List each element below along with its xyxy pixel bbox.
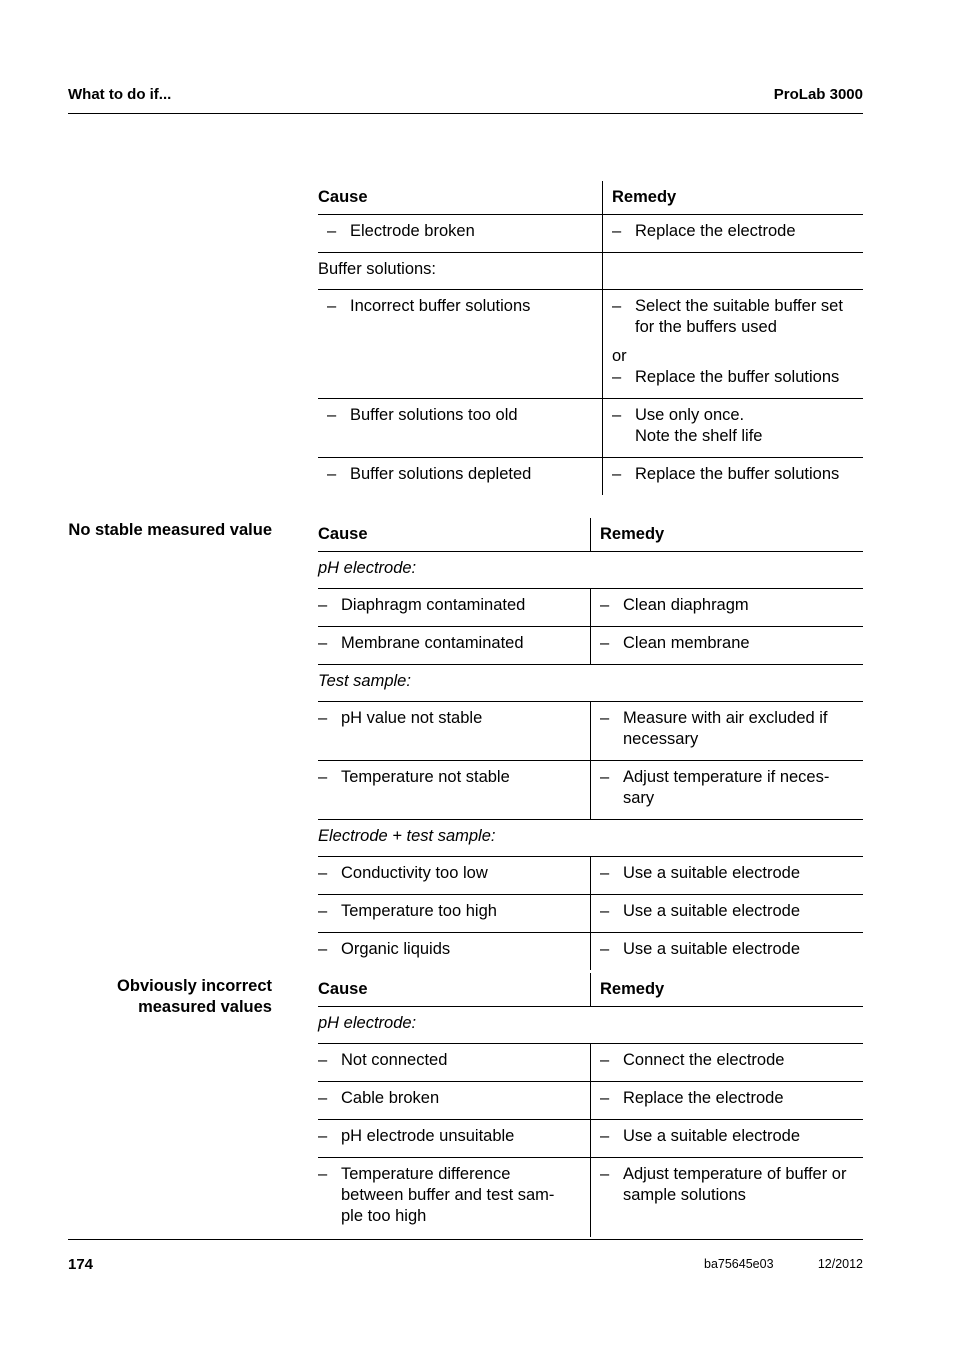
- table-row: – Temperature too high – Use a suitable electrode: [318, 895, 863, 933]
- section-label: Electrode + test sample:: [318, 827, 496, 845]
- table-section-row: [318, 253, 863, 290]
- cause-text: pH value not stable: [341, 709, 483, 727]
- side-heading-incorrect-values: Obviously incorrect measured values: [117, 977, 272, 1016]
- column-header-remedy: Remedy: [600, 525, 665, 543]
- table-row: – Cable broken – Replace the electrode: [318, 1082, 863, 1120]
- table-row: – Not connected – Connect the electrode: [318, 1044, 863, 1082]
- remedy-text: Use a suitable electrode: [623, 864, 801, 882]
- document-code: ba75645e03: [704, 1257, 774, 1271]
- table-section-row: [318, 820, 863, 857]
- cause-text: Temperature difference between buffer and test sam-ple too high: [341, 1165, 555, 1225]
- section-label: pH electrode:: [318, 559, 417, 577]
- section-label: Test sample:: [318, 672, 411, 690]
- cause-text: Organic liquids: [341, 940, 451, 958]
- table-row: – Organic liquids – Use a suitable electrode: [318, 933, 863, 970]
- running-header-left: What to do if...: [68, 86, 172, 103]
- remedy-text: Replace the electrode: [635, 222, 796, 240]
- table-row: – Membrane contaminated – Clean membrane: [318, 627, 863, 665]
- remedy-text: Clean membrane: [623, 634, 750, 652]
- table-section-row: [318, 665, 863, 702]
- table-row: – Incorrect buffer solutions – Select the suitable buffer set for the buffers used or – Replace the buffer solutions: [318, 290, 863, 399]
- cause-remedy-table-1: [318, 181, 863, 495]
- column-header-remedy: Remedy: [600, 980, 665, 998]
- table-section-row: [318, 552, 863, 589]
- remedy-text: Select the suitable buffer set for the buffers used: [635, 297, 843, 336]
- table-header-row: [318, 518, 863, 552]
- table-header-row: [318, 973, 863, 1007]
- cause-text: Membrane contaminated: [341, 634, 524, 652]
- table-row: – Temperature not stable – Adjust temperature if neces-sary: [318, 761, 863, 820]
- cause-text: Conductivity too low: [341, 864, 488, 882]
- table-section-row: [318, 1007, 863, 1044]
- column-header-cause: Cause: [318, 518, 591, 551]
- page-number: 174: [68, 1256, 94, 1273]
- column-header-remedy: Remedy: [612, 188, 677, 206]
- table-row: – Buffer solutions depleted – Replace the buffer solutions: [318, 458, 863, 495]
- cause-remedy-table-3: [318, 973, 863, 1237]
- table-row: – Temperature difference between buffer and test sam-ple too high – Adjust temperature of buffer or sample solutions: [318, 1158, 863, 1237]
- side-heading-no-stable-value: No stable measured value: [68, 521, 272, 539]
- cause-text: Temperature not stable: [341, 768, 510, 786]
- remedy-text: Measure with air excluded if necessary: [623, 709, 828, 748]
- table-row: – Conductivity too low – Use a suitable electrode: [318, 857, 863, 895]
- cause-text: Electrode broken: [350, 222, 475, 240]
- remedy-text: Use only once. Note the shelf life: [635, 406, 763, 445]
- section-label: pH electrode:: [318, 1014, 417, 1032]
- remedy-text: Clean diaphragm: [623, 596, 749, 614]
- document-date: 12/2012: [817, 1257, 863, 1271]
- remedy-text: Adjust temperature of buffer or sample solutions: [623, 1165, 847, 1204]
- cause-text: pH electrode unsuitable: [341, 1127, 515, 1145]
- cause-text: Diaphragm contaminated: [341, 596, 526, 614]
- cause-text: Buffer solutions depleted: [350, 465, 532, 483]
- remedy-text: Use a suitable electrode: [623, 940, 801, 958]
- section-label: Buffer solutions:: [318, 253, 603, 289]
- table-row: – Diaphragm contaminated – Clean diaphragm: [318, 589, 863, 627]
- footer-rule: [68, 1239, 863, 1240]
- cause-text: Buffer solutions too old: [350, 406, 518, 424]
- remedy-text: Use a suitable electrode: [623, 1127, 801, 1145]
- remedy-text: Connect the electrode: [623, 1051, 785, 1069]
- or-connector: or: [612, 347, 627, 365]
- table-row: – pH value not stable – Measure with air excluded if necessary: [318, 702, 863, 761]
- table-row: – Electrode broken – Replace the electrode: [318, 215, 863, 253]
- column-header-cause: Cause: [318, 181, 603, 214]
- table-row: – pH electrode unsuitable – Use a suitable electrode: [318, 1120, 863, 1158]
- remedy-text: Replace the buffer solutions: [635, 465, 840, 483]
- remedy-text: Replace the electrode: [623, 1089, 784, 1107]
- column-header-cause: Cause: [318, 973, 591, 1006]
- cause-text: Cable broken: [341, 1089, 440, 1107]
- cause-text: Temperature too high: [341, 902, 497, 920]
- remedy-text: Replace the buffer solutions: [635, 368, 840, 386]
- header-rule: [68, 113, 863, 114]
- cause-text: Not connected: [341, 1051, 448, 1069]
- table-header-row: [318, 181, 863, 215]
- remedy-text: Use a suitable electrode: [623, 902, 801, 920]
- cause-remedy-table-2: [318, 518, 863, 970]
- cause-text: Incorrect buffer solutions: [350, 297, 531, 315]
- running-header-right: ProLab 3000: [773, 86, 863, 103]
- remedy-text: Adjust temperature if neces-sary: [623, 768, 830, 807]
- table-row: – Buffer solutions too old – Use only once. Note the shelf life: [318, 399, 863, 458]
